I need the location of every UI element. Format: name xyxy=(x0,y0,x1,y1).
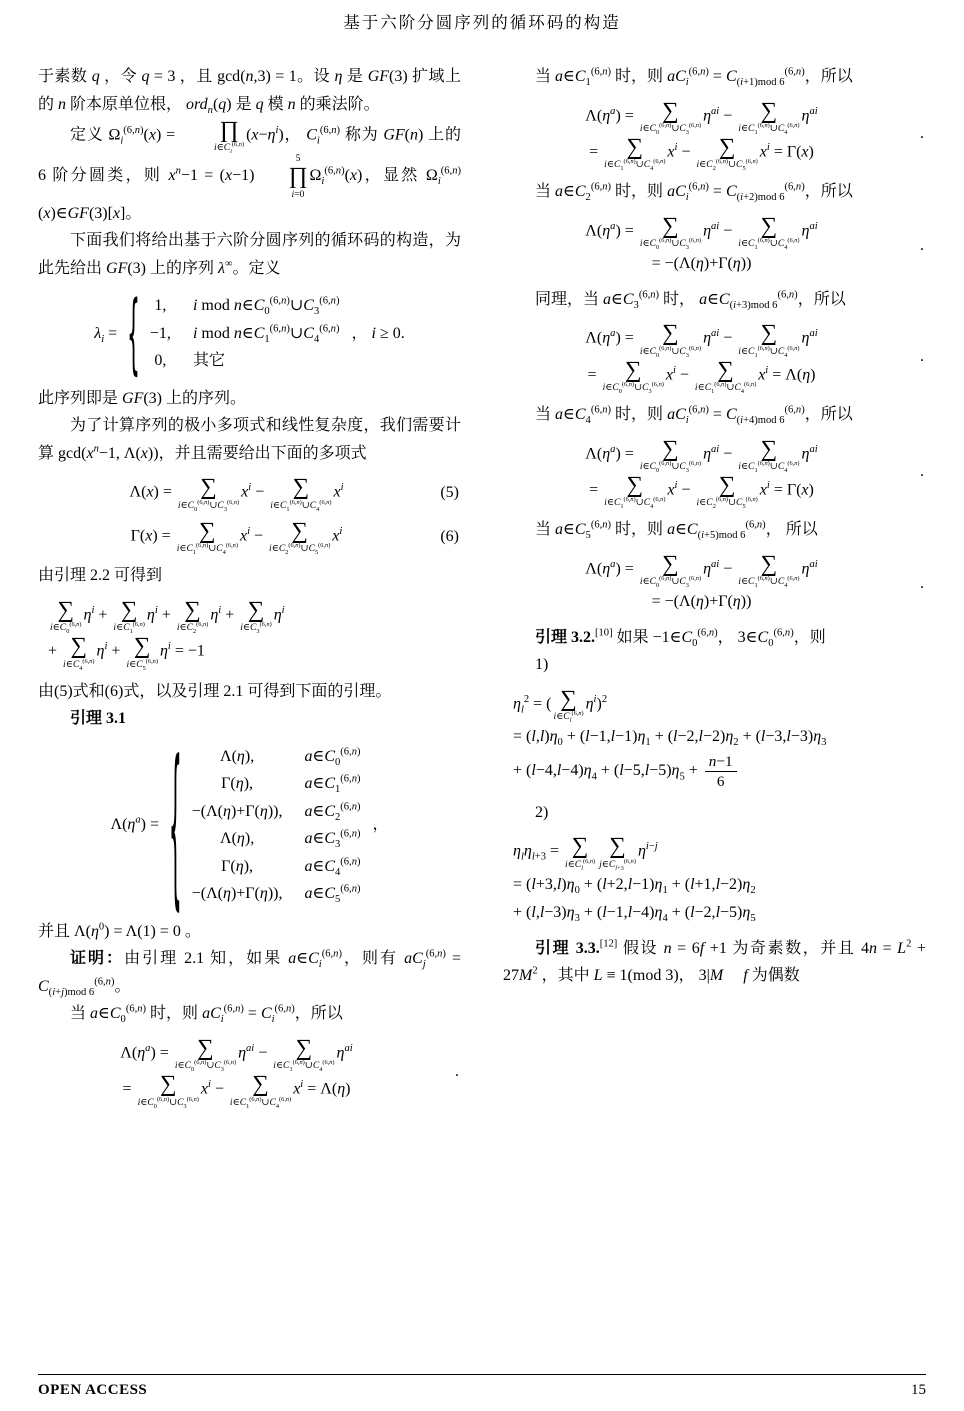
sum-operator: ∑ $i\in C_1^{(6,n)}\cup C_4^{(6,n)}$ xyxy=(738,435,800,474)
paragraph: 引理 3.2.[10] 如果 $-1\in C_0^{(6,n)}$， $3\in C_0^{(6,n)}$，则 xyxy=(535,627,826,649)
paragraph: 并且 $\Lambda(\eta^0) = \Lambda(1) = 0$ 。 xyxy=(38,921,201,940)
sum-operator: ∑ $i\in C_0^{(6,n)}\cup C_3^{(6,n)}$ xyxy=(639,435,702,474)
sum-operator: ∑ $i\in C_1^{(6,n)}\cup C_4^{(6,n)}$ xyxy=(738,320,800,359)
page-title: 基于六阶分圆序列的循环码的构造 xyxy=(343,13,621,32)
sum-operator: ∑ $i\in C_1^{(6,n)}\cup C_4^{(6,n)}$ xyxy=(229,1071,292,1110)
paragraph: 于素数 q ，令 q = 3 ，且 gcd(n,3) = 1。设 η 是 GF(3) 扩域上的 n 阶本原单位根， ord$_n$(q) 是 q 模 n 的乘法阶。 xyxy=(38,68,461,116)
equation-suffix: . xyxy=(455,1062,459,1080)
equation xyxy=(503,552,926,616)
cases-rows xyxy=(192,743,361,908)
sum-operator: ∑ $i\in C_1^{(6,n)}\cup C_4^{(6,n)}$ xyxy=(176,517,238,557)
cases-lhs: $\Lambda(\eta^a)$ = xyxy=(110,815,159,834)
equation-line: $\Lambda(\eta^a)$ = ∑ $i\in C_0^{(6,n)}\cup C_3^{(6,n)}$ $\eta^{ai}$ − ∑ $i\in C_1^{(6,n)}\cup C_4^{(6,n)}$ $\eta^{ai}$ xyxy=(585,320,818,359)
sum-operator: ∑ $i\in C_l^{(6,n)}$ xyxy=(565,833,596,872)
paragraph: 引理 3.3.[12] 假设 n = 6f +1 为奇素数，并且 $4n = L^2 + 27M^2$ ，其中 L ≡ 1(mod 3)， 3|M f 为偶数 xyxy=(503,938,926,985)
equation xyxy=(503,687,926,791)
cases-cond: $a\in C_3^{(6,n)}$ xyxy=(304,828,361,851)
sum-operator: ∑ $i\in C_1^{(6,n)}\cup C_4^{(6,n)}$ xyxy=(604,471,666,511)
paragraph: 为了计算序列的极小多项式和线性复杂度，我们需要计算 $\gcd(x^n-1$, Λ(x))，并且需要给出下面的多项式 xyxy=(38,417,461,462)
cases-cond: $a\in C_5^{(6,n)}$ xyxy=(304,883,361,906)
page-footer xyxy=(38,1374,926,1399)
equation-suffix: . xyxy=(920,575,924,593)
equation-line: $\eta_l\eta_{l+3}$ = ∑ $i\in C_l^{(6,n)}$ ∑ $j\in C_{l+3}^{(6,n)}$ $\eta^{i-j}$ xyxy=(513,833,658,872)
equation-line: Λ(x) = ∑ $i\in C_0^{(6,n)}\cup C_3^{(6,n)}$ $x^i$ − ∑ $i\in C_1^{(6,n)}\cup C_4^{(6,n)}$ $x^i$ xyxy=(129,474,344,513)
sum-operator: ∑ $i\in C_0^{(6,n)}\cup C_3^{(6,n)}$ xyxy=(174,1034,237,1074)
equation-line: $\Lambda(\eta^a)$ = ∑ $i\in C_0^{(6,n)}\cup C_3^{(6,n)}$ $\eta^{ai}$ − ∑ $i\in C_1^{(6,n)}\cup C_4^{(6,n)}$ $\eta^{ai}$ xyxy=(585,97,818,136)
paragraph: 由(5)式和(6)式，以及引理 2.1 可得到下面的引理。 xyxy=(38,682,392,700)
cases-cond: $a\in C_1^{(6,n)}$ xyxy=(304,773,361,796)
sum-operator: ∑ $i\in C_0^{(6,n)}\cup C_3^{(6,n)}$ xyxy=(137,1071,199,1110)
cases-cond: $a\in C_4^{(6,n)}$ xyxy=(304,856,361,878)
equation-line: = ∑ $i\in C_1^{(6,n)}\cup C_4^{(6,n)}$ $x^i$ − ∑ $i\in C_2^{(6,n)}\cup C_5^{(6,n)}$ $x^i = \Gamma(x)$ xyxy=(589,133,814,173)
cases-brace-icon: { xyxy=(168,719,182,928)
sum-operator: ∑ $i\in C_0^{(6,n)}\cup C_3^{(6,n)}$ xyxy=(177,474,240,513)
sum-operator: ∑ $i\in C_2^{(6,n)}\cup C_5^{(6,n)}$ xyxy=(269,517,331,557)
product-operator: ∏ $i\in C_i^{(6,n)}$ xyxy=(213,117,245,156)
left-column xyxy=(38,63,461,1116)
equation-line: = ∑ $i\in C_0^{(6,n)}\cup C_3^{(6,n)}$ $x^i$ − ∑ $i\in C_1^{(6,n)}\cup C_4^{(6,n)}$ $x^i = \Lambda(\eta)$ xyxy=(122,1071,351,1110)
sum-operator: ∑ $i\in C_1^{(6,n)}$ xyxy=(113,596,145,636)
paragraph: 2) xyxy=(535,803,549,821)
page-number: 15 xyxy=(911,1382,926,1398)
equation-line: $\Lambda(\eta^a)$ = ∑ $i\in C_0^{(6,n)}\cup C_3^{(6,n)}$ $\eta^{ai}$ − ∑ $i\in C_1^{(6,n)}\cup C_4^{(6,n)}$ $\eta^{ai}$ xyxy=(585,212,818,252)
paragraph: 1) xyxy=(535,656,549,674)
equation xyxy=(503,321,926,393)
equation-number: (5) xyxy=(440,484,459,502)
equation xyxy=(38,517,461,557)
cases-expr: 1, xyxy=(154,297,167,315)
cases-suffix: ， i ≥ 0. xyxy=(351,324,405,342)
paragraph: 当 $a\in C_5^{(6,n)}$ 时，则 $a\in C_{(i+5)mod 6}^{(6,n)}$， 所以 xyxy=(535,519,818,542)
paragraph: 由引理 2.2 可得到 xyxy=(38,567,163,585)
cases-expr: Γ(η), xyxy=(221,775,254,793)
product-operator: 5 ∏ i=0 xyxy=(288,153,308,200)
cases-expr: Λ(η), xyxy=(219,830,255,848)
equation-line: = −(Λ(η)+Γ(η)) xyxy=(651,593,752,611)
equation-line: $\Lambda(\eta^a)$ = ∑ $i\in C_0^{(6,n)}\cup C_3^{(6,n)}$ $\eta^{ai}$ − ∑ $i\in C_1^{(6,n)}\cup C_4^{(6,n)}$ $\eta^{ai}$ xyxy=(120,1034,353,1074)
fraction: $\frac{n-1}{6}$ xyxy=(705,752,737,791)
cases-cond: i mod $n\in C_0^{(6,n)}\cup C_3^{(6,n)}$ xyxy=(192,296,340,318)
cases-cond: $a\in C_2^{(6,n)}$ xyxy=(304,801,361,823)
open-access-label: OPEN ACCESS xyxy=(38,1382,148,1398)
cases-cond: 其它 xyxy=(192,352,225,370)
equation-line: = $(l+3,l)\eta_0 + (l+2,l-1)\eta_1 + (l+1,l-2)\eta_2$ xyxy=(513,875,756,896)
sum-operator: ∑ $i\in C_0^{(6,n)}\cup C_3^{(6,n)}$ xyxy=(639,550,702,590)
sum-operator: ∑ $i\in C_l^{(6,n)}$ xyxy=(553,685,584,725)
sum-operator: ∑ $i\in C_0^{(6,n)}\cup C_3^{(6,n)}$ xyxy=(639,97,702,136)
paragraph: 下面我们将给出基于六阶分圆序列的循环码的构造，为此先给出 GF(3) 上的序列 λ∞。定义 xyxy=(38,232,461,277)
cases-expr: Λ(η), xyxy=(219,747,255,765)
equation-line: = −(Λ(η)+Γ(η)) xyxy=(651,255,752,273)
cases-lhs: $\lambda_i$ = xyxy=(94,324,118,346)
cases-brace-icon: { xyxy=(127,280,140,386)
paragraph: 当 $a\in C_0^{(6,n)}$ 时，则 $aC_i^{(6,n)} = C_i^{(6,n)}$，所以 xyxy=(70,1003,343,1026)
cases-equation xyxy=(38,280,461,386)
cases-rows xyxy=(150,292,340,375)
equation-line: = ∑ $i\in C_1^{(6,n)}\cup C_4^{(6,n)}$ $x^i$ − ∑ $i\in C_2^{(6,n)}\cup C_5^{(6,n)}$ $x^i = \Gamma(x)$ xyxy=(589,471,814,511)
paragraph: 当 $a\in C_2^{(6,n)}$ 时，则 $aC_i^{(6,n)} = C_{(i+2)mod 6}^{(6,n)}$，所以 xyxy=(535,181,853,204)
equation-line: = $(l,l)\eta_0 + (l-1,l-1)\eta_1 + (l-2,l-2)\eta_2 + (l-3,l-3)\eta_3$ xyxy=(513,728,827,749)
equation xyxy=(38,1036,461,1108)
cases-expr: −(Λ(η)+Γ(η)), xyxy=(191,885,283,903)
cases-cond: $a\in C_0^{(6,n)}$ xyxy=(304,746,361,768)
sum-operator: ∑ $i\in C_0^{(6,n)}\cup C_3^{(6,n)}$ xyxy=(639,320,702,359)
sum-operator: ∑ $i\in C_2^{(6,n)}\cup C_5^{(6,n)}$ xyxy=(696,471,758,511)
equation-line: + ∑ $i\in C_4^{(6,n)}$ $\eta^i$ + ∑ $i\in C_5^{(6,n)}$ $\eta^i = -1$ xyxy=(48,633,205,672)
paragraph: 当 $a\in C_4^{(6,n)}$ 时，则 $aC_i^{(6,n)} = C_{(i+4)mod 6}^{(6,n)}$，所以 xyxy=(535,404,853,427)
equation-line: + $(l-4,l-4)\eta_4 + (l-5,l-5)\eta_5$ + $\frac{n-1}{6}$ xyxy=(513,752,900,791)
cases-suffix: ， xyxy=(372,816,389,834)
cases-cond: i mod $n\in C_1^{(6,n)}\cup C_4^{(6,n)}$ xyxy=(192,323,340,346)
sum-operator: ∑ $i\in C_0^{(6,n)}\cup C_3^{(6,n)}$ xyxy=(602,356,664,395)
cases-expr: 0, xyxy=(154,352,167,370)
equation xyxy=(503,99,926,171)
cases-expr: −1, xyxy=(149,324,171,342)
paragraph: 引理 3.1 xyxy=(70,710,127,728)
content-columns xyxy=(0,33,964,1116)
sum-operator: ∑ $i\in C_0^{(6,n)}\cup C_3^{(6,n)}$ xyxy=(639,212,702,252)
equation-line: + $(l,l-3)\eta_3 + (l-1,l-4)\eta_4 + (l-2,l-5)\eta_5$ xyxy=(513,904,756,925)
equation-suffix: . xyxy=(920,125,924,143)
sum-operator: ∑ $i\in C_3^{(6,n)}$ xyxy=(240,596,272,636)
sum-operator: ∑ $i\in C_1^{(6,n)}\cup C_4^{(6,n)}$ xyxy=(738,97,800,136)
equation-line: $\eta_l^2$ = ( ∑ $i\in C_l^{(6,n)}$ $\eta^i)^2$ xyxy=(513,685,608,725)
paragraph: 此序列即是 GF(3) 上的序列。 xyxy=(38,389,247,407)
sum-operator: ∑ $i\in C_2^{(6,n)}$ xyxy=(176,596,209,636)
right-column xyxy=(503,63,926,1116)
equation-line: ∑ $i\in C_0^{(6,n)}$ $\eta^i$ + ∑ $i\in C_1^{(6,n)}$ $\eta^i$ + ∑ $i\in C_2^{(6,n)}$ $\eta^i$ + ∑ $i\in C_3^{(6,n)}$ $\eta^i$ xyxy=(50,596,285,636)
equation-line: $\Lambda(\eta^a)$ = ∑ $i\in C_0^{(6,n)}\cup C_3^{(6,n)}$ $\eta^{ai}$ − ∑ $i\in C_1^{(6,n)}\cup C_4^{(6,n)}$ $\eta^{ai}$ xyxy=(585,435,818,474)
sum-operator: ∑ $i\in C_1^{(6,n)}\cup C_4^{(6,n)}$ xyxy=(604,133,666,173)
sum-operator: ∑ $i\in C_0^{(6,n)}$ xyxy=(50,596,82,636)
equation xyxy=(38,598,461,670)
equation xyxy=(38,474,461,513)
equation-suffix: . xyxy=(920,463,924,481)
equation-suffix: . xyxy=(920,348,924,366)
sum-operator: ∑ $i\in C_5^{(6,n)}$ xyxy=(126,633,158,672)
sum-operator: ∑ $i\in C_1^{(6,n)}\cup C_4^{(6,n)}$ xyxy=(270,474,332,513)
sum-operator: ∑ $i\in C_1^{(6,n)}\cup C_4^{(6,n)}$ xyxy=(273,1034,335,1074)
equation xyxy=(503,214,926,278)
sum-operator: ∑ $i\in C_1^{(6,n)}\cup C_4^{(6,n)}$ xyxy=(694,356,757,395)
paragraph: 定义 $\Omega_i^{(6,n)}(x)$ = ∏ $i\in C_i^{(6,n)}$ $(x-\eta^i)$， $C_i^{(6,n)}$ 称为 GF(n) 上的 6 阶分圆类，则 $x^n-1 = (x-1)$ 5 ∏ i=0 $\Omega_i^{(6,n)}(x)$，显然 $\Omega_i^{(6,n)}(x)\in GF(3)[x]$。 xyxy=(38,117,461,222)
sum-operator: ∑ $i\in C_1^{(6,n)}\cup C_4^{(6,n)}$ xyxy=(738,550,800,590)
sum-operator: ∑ $i\in C_2^{(6,n)}\cup C_5^{(6,n)}$ xyxy=(696,133,758,173)
equation-line: = ∑ $i\in C_0^{(6,n)}\cup C_3^{(6,n)}$ $x^i$ − ∑ $i\in C_1^{(6,n)}\cup C_4^{(6,n)}$ $x^i = \Lambda(\eta)$ xyxy=(587,356,816,395)
sum-operator: ∑ $i\in C_4^{(6,n)}$ xyxy=(63,633,95,672)
equation-line: Γ(x) = ∑ $i\in C_1^{(6,n)}\cup C_4^{(6,n)}$ $x^i$ − ∑ $i\in C_2^{(6,n)}\cup C_5^{(6,n)}$ $x^i$ xyxy=(130,517,343,557)
cases-expr: −(Λ(η)+Γ(η)), xyxy=(191,802,283,820)
sum-operator: ∑ $j\in C_{l+3}^{(6,n)}$ xyxy=(599,833,636,872)
equation-number: (6) xyxy=(440,527,459,545)
equation xyxy=(503,437,926,509)
equation xyxy=(503,834,926,926)
paragraph: 同理，当 $a\in C_3^{(6,n)}$ 时， $a\in C_{(i+3)mod 6}^{(6,n)}$，所以 xyxy=(535,289,846,311)
sum-operator: ∑ $i\in C_1^{(6,n)}\cup C_4^{(6,n)}$ xyxy=(738,212,800,252)
equation-suffix: . xyxy=(920,237,924,255)
paragraph: 当 $a\in C_1^{(6,n)}$ 时，则 $aC_i^{(6,n)} = C_{(i+1)mod 6}^{(6,n)}$，所以 xyxy=(535,66,853,89)
cases-expr: Γ(η), xyxy=(221,857,254,875)
equation-line: $\Lambda(\eta^a)$ = ∑ $i\in C_0^{(6,n)}\cup C_3^{(6,n)}$ $\eta^{ai}$ − ∑ $i\in C_1^{(6,n)}\cup C_4^{(6,n)}$ $\eta^{ai}$ xyxy=(585,550,818,590)
paragraph: 证明：由引理 2.1 知，如果 $a\in C_i^{(6,n)}$，则有 $aC_j^{(6,n)} = C_{(i+j)mod 6}^{(6,n)}$。 xyxy=(38,948,461,998)
